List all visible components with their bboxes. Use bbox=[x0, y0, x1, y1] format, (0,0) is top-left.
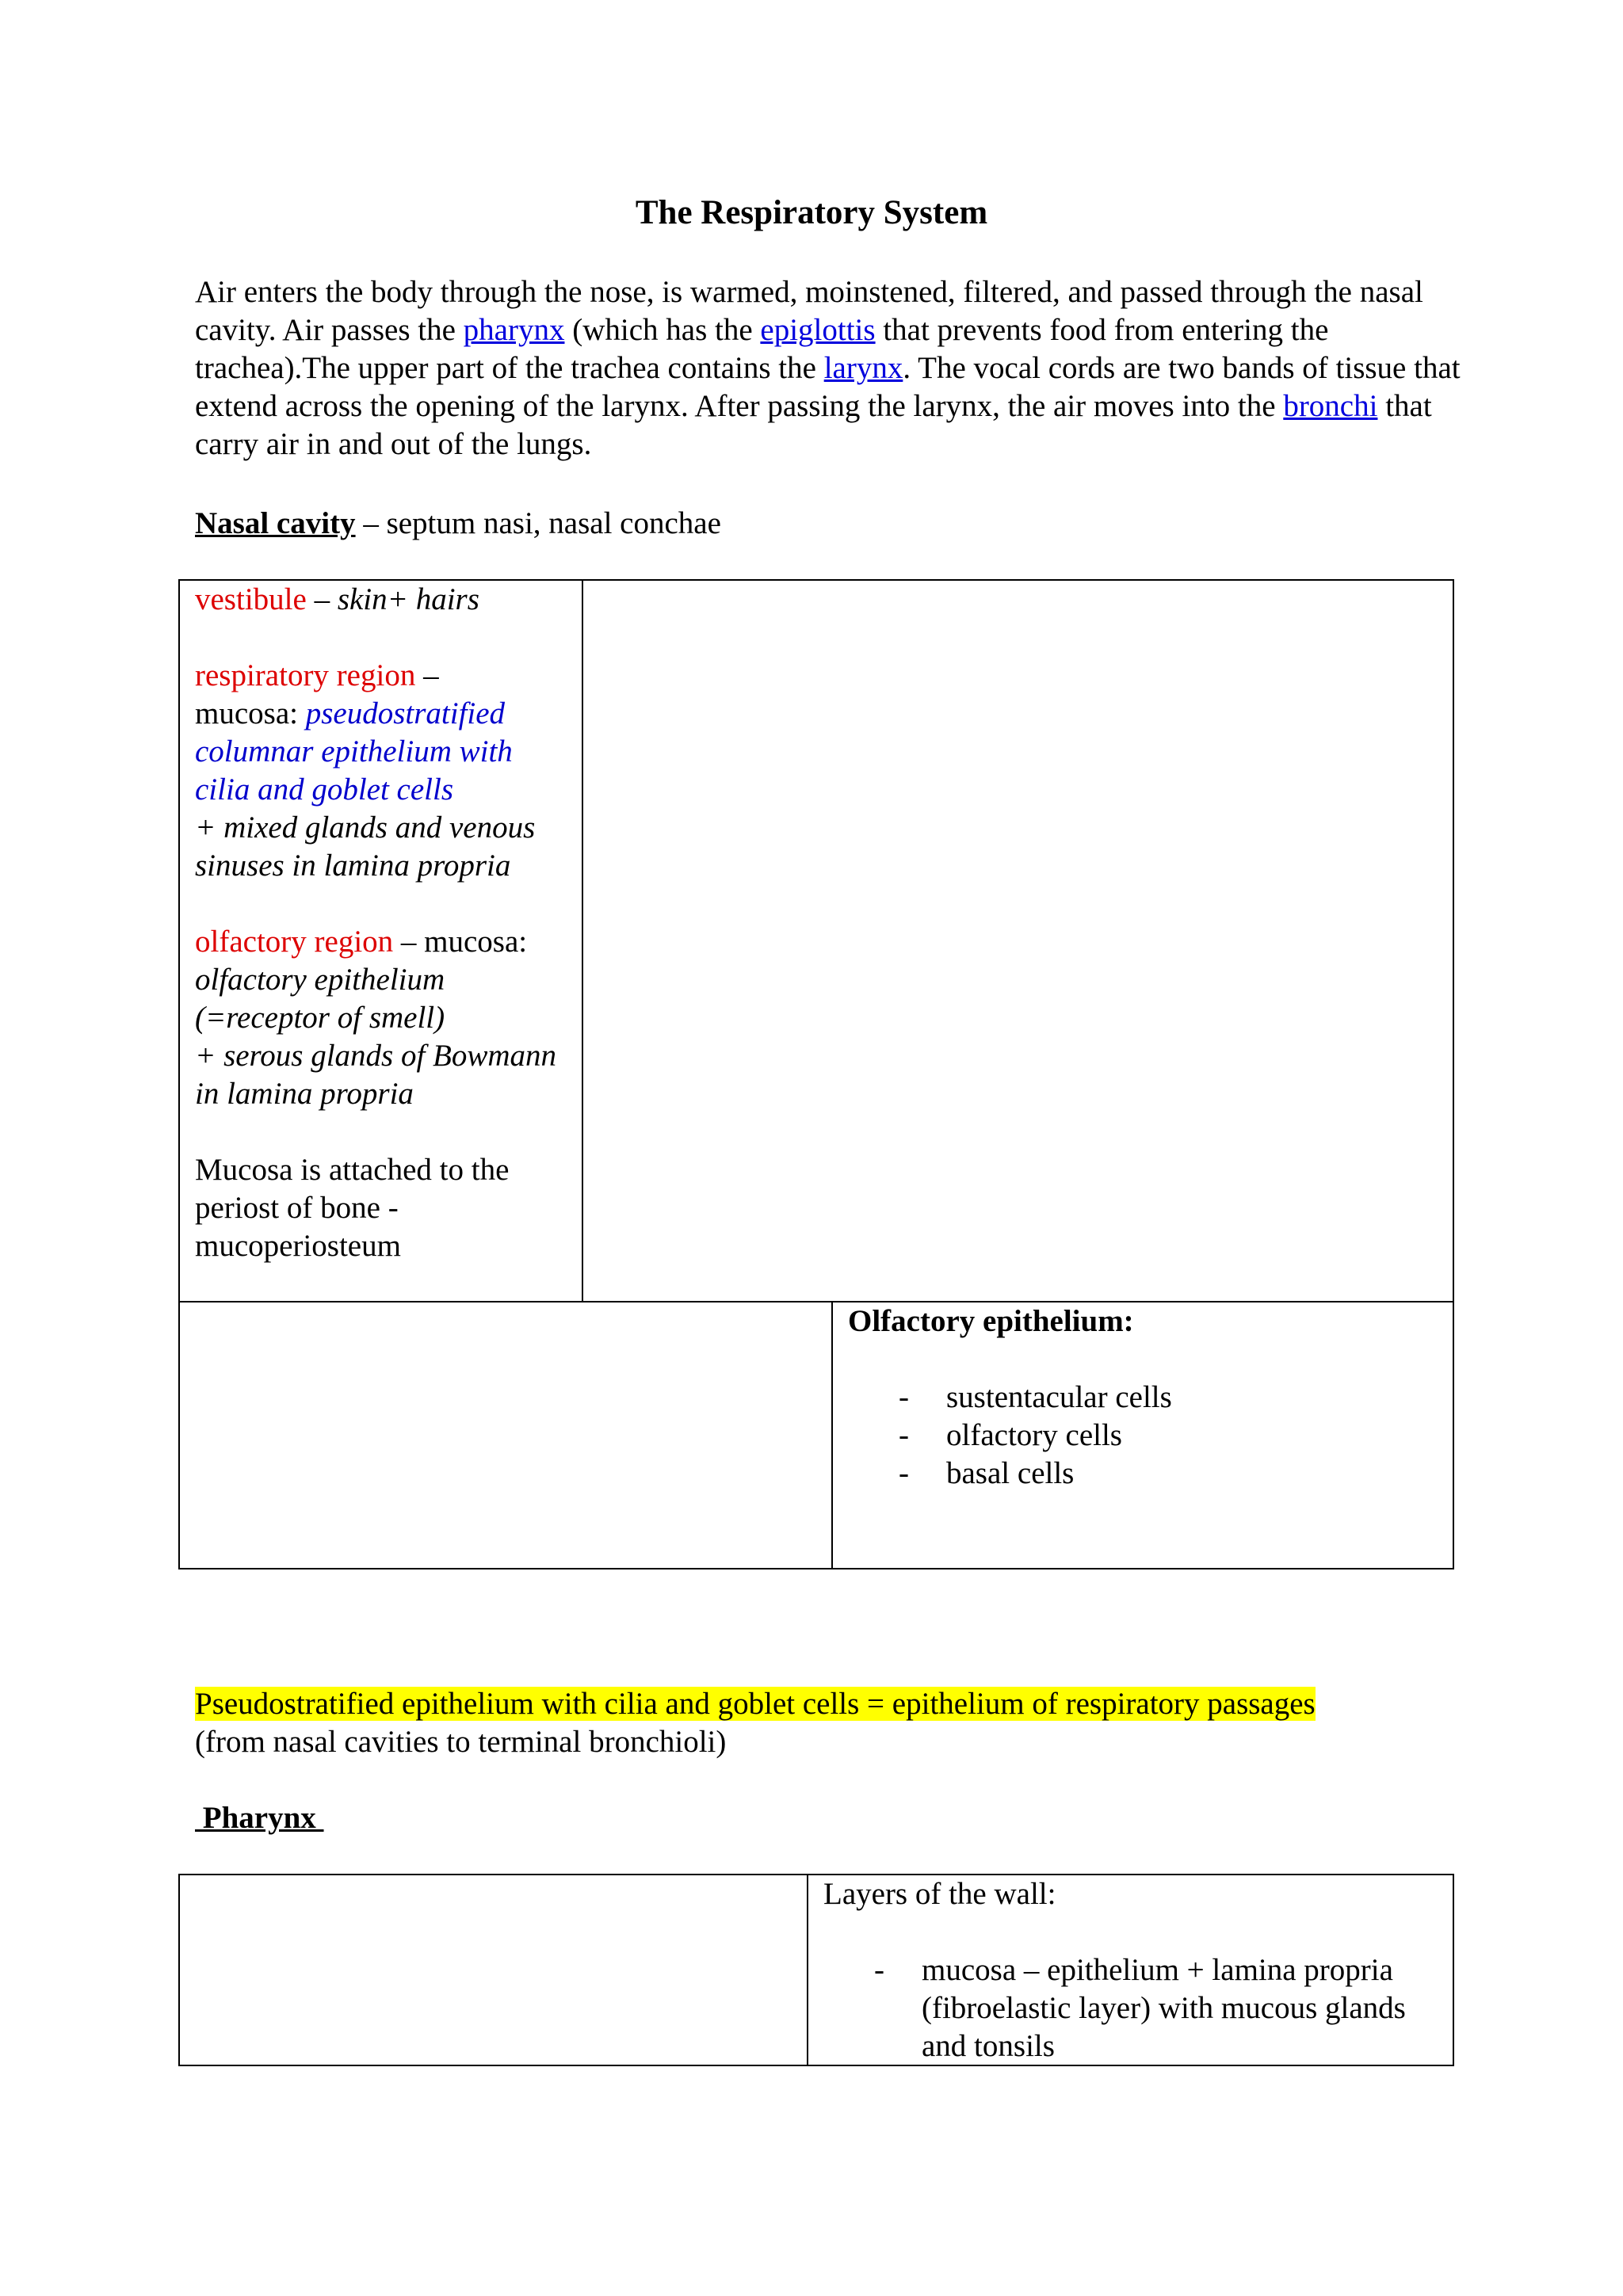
link-epiglottis[interactable]: epiglottis bbox=[760, 313, 876, 347]
olfactory-epithelium-desc: olfactory epithelium (=receptor of smell) bbox=[195, 963, 445, 1035]
nasal-cavity-title: Nasal cavity bbox=[195, 506, 356, 540]
link-bronchi[interactable]: bronchi bbox=[1283, 389, 1378, 423]
list-item: - mucosa – epithelium + lamina propria (fibroelastic layer) with mucous glands and tonsils bbox=[874, 1953, 1406, 2063]
nasal-cavity-subtitle: – septum nasi, nasal conchae bbox=[355, 506, 721, 540]
intro-text-2: (which has the bbox=[564, 313, 761, 347]
highlight-subnote: (from nasal cavities to terminal bronchioli) bbox=[195, 1725, 727, 1759]
pharynx-layers-cell bbox=[823, 1871, 1449, 2065]
respiratory-glands: + mixed glands and venous sinuses in lamina propria bbox=[195, 810, 536, 883]
respiratory-epithelium: pseudostratified columnar epithelium with cilia and goblet cells bbox=[195, 696, 513, 807]
olfactory-epithelium-heading: Olfactory epithelium: bbox=[848, 1304, 1134, 1338]
table-divider bbox=[807, 1874, 808, 2066]
olfactory-region-label: olfactory region bbox=[195, 925, 394, 959]
olfactory-cell-list bbox=[848, 1379, 1434, 1493]
page-title: The Respiratory System bbox=[635, 194, 988, 231]
intro-text-1: Air enters the body through the nose, is warmed, moinstened, filtered, and passed through the nasal cavity. Air passes the bbox=[195, 275, 1423, 347]
table-divider bbox=[831, 1301, 833, 1569]
vestibule-desc: skin+ hairs bbox=[337, 582, 479, 616]
intro-text-5: that carry air in and out of the lungs. bbox=[195, 389, 1432, 461]
list-item: - olfactory cells bbox=[899, 1418, 1122, 1452]
highlight-note bbox=[195, 1685, 1316, 1761]
intro-paragraph bbox=[195, 273, 1463, 463]
pharynx-heading bbox=[195, 1799, 324, 1837]
list-item: - basal cells bbox=[899, 1456, 1075, 1490]
link-larynx[interactable]: larynx bbox=[823, 351, 903, 385]
nasal-regions-cell: vestibule – skin+ hairs respiratory region – mucosa: pseudostratified columnar epithelium with cilia and goblet cells + mixed glands and venous sinuses in lamina propria olfactory region – mucosa: olfactory epithelium (=receptor of smell) + serous glands of Bowmann in lamina propria Mucosa is attached to the periost of bone - mucoperiosteum bbox=[195, 576, 567, 1265]
olfactory-glands: + serous glands of Bowmann in lamina propria bbox=[195, 1039, 557, 1111]
pharynx-title: Pharynx bbox=[195, 1801, 324, 1835]
mucosa-note: Mucosa is attached to the periost of bone - mucoperiosteum bbox=[195, 1153, 510, 1263]
vestibule-label: vestibule bbox=[195, 582, 307, 616]
nasal-cavity-heading bbox=[195, 505, 721, 543]
intro-text-4: . The vocal cords are two bands of tissue that extend across the opening of the larynx. After passing the larynx, the air moves into the bbox=[195, 351, 1461, 423]
layers-list bbox=[823, 1951, 1449, 2065]
table-divider bbox=[582, 579, 583, 1302]
olfactory-epithelium-cell bbox=[848, 1298, 1434, 1493]
intro-text-3: that prevents food from entering the trachea).The upper part of the trachea contains the bbox=[195, 313, 1329, 385]
layers-heading: Layers of the wall: bbox=[823, 1877, 1056, 1911]
highlighted-statement: Pseudostratified epithelium with cilia and goblet cells = epithelium of respiratory passages bbox=[195, 1687, 1316, 1721]
respiratory-region-label: respiratory region bbox=[195, 658, 416, 692]
link-pharynx[interactable]: pharynx bbox=[463, 313, 565, 347]
list-item: - sustentacular cells bbox=[899, 1380, 1172, 1414]
